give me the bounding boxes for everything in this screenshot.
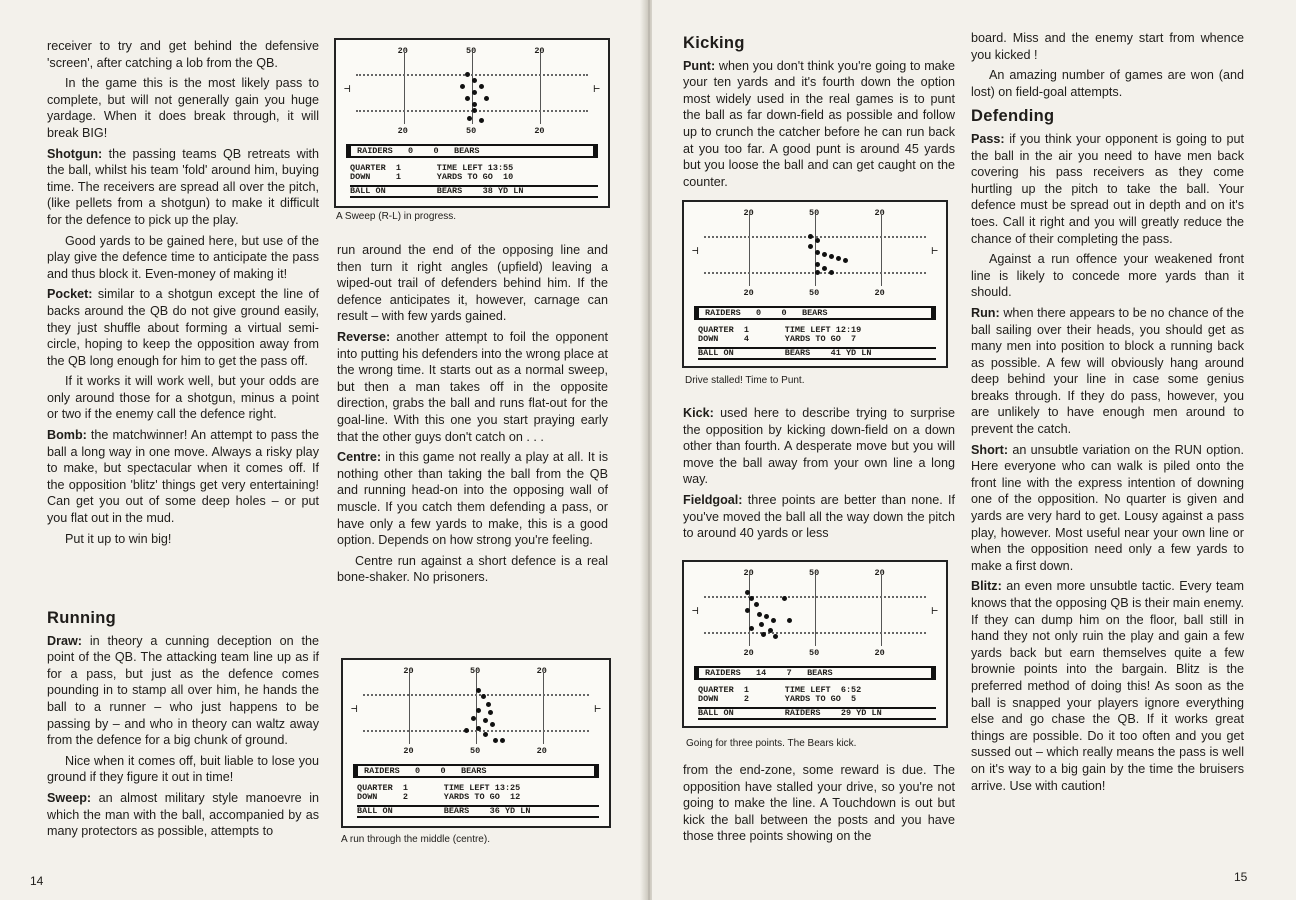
yard-number-bottom: 20 [534,126,545,136]
term-label: Punt: [683,58,716,73]
paragraph-text: Against a run offence your weakened front line is likely to concede more yards than it should. [971,252,1244,300]
ball-team: BEARS [443,806,470,816]
yard-number-bottom: 20 [874,288,885,298]
paragraph-text: the matchwinner! An attempt to pass the ball a long way in one move. Always a risky play to make, but spectacular when it comes off. If the opposition 'blitz' things get very entertaining! Can get you out of some deep holes – or put you flat out in the mud. [47,428,319,526]
player-dot [486,702,491,707]
score-bar [694,306,936,320]
score-home: 0 [415,766,421,776]
caption-sweep: A Sweep (R-L) in progress. [336,211,457,222]
ball-yard-line: 38 YD LN [482,186,524,196]
yard-number-top: 20 [743,568,754,578]
yard-line [881,574,882,646]
ball-on-line [357,805,599,818]
paragraph [683,58,955,191]
field [698,568,932,660]
yard-line [404,52,405,124]
ball-on-label: BALL ON [698,348,734,358]
time-left: TIME LEFT 12:19 [784,325,862,335]
player-dot [476,708,481,713]
paragraph-text: Nice when it comes off, buit liable to lose you ground if they figure it out in time! [47,753,319,785]
score-away: 0 [781,308,787,318]
paragraph [337,329,608,445]
term-label: Draw: [47,633,82,648]
paragraph [683,405,955,488]
paragraph-text: Good yards to be gained here, but use of the play give the defence time to anticipate the pass and thus block it. Even-money of making it! [47,233,319,281]
player-dot [490,722,495,727]
paragraph [47,146,319,229]
player-dot [808,234,813,239]
right-column-1-kicking [683,33,955,194]
yard-number-top: 20 [397,46,408,56]
down-label: DOWN 2 [357,792,409,802]
player-dot [472,90,477,95]
sideline-marker-left: ⊣ [692,246,699,258]
down-label: DOWN 1 [350,172,402,182]
ball-yard-line: 36 YD LN [489,806,531,816]
player-dot [757,612,762,617]
kicking-heading: Kicking [683,34,745,52]
player-dot [464,728,469,733]
paragraph-text: if you think your opponent is going to put the ball in the air you need to have men back covering his pass receivers as they come hurtling up the pitch to take the ball. Your defence must be spread out in depth and on it's toes. Call it right and you will greatly reduce the chance of their completing the pass. [971,131,1244,246]
player-dot [500,738,505,743]
yard-line [881,214,882,286]
sideline-marker-left: ⊣ [692,606,699,618]
sideline-marker-left: ⊣ [344,84,351,96]
yard-number-bottom: 50 [470,746,481,756]
player-dot [771,618,776,623]
ball-team: RAIDERS [784,708,821,718]
player-dot [476,726,481,731]
paragraph [47,633,319,749]
paragraph-text: an almost military style manoevre in which the man with the ball, accompanied by as many protectors as possible, attempts to [47,790,319,839]
paragraph [337,553,608,586]
paragraph-text: board. Miss and the enemy start from whence you kicked ! [971,31,1244,62]
screenshot-fieldgoal [682,560,948,728]
yard-number-top: 20 [874,568,885,578]
ball-on-label: BALL ON [350,186,386,196]
field [698,208,932,300]
term-label: Shotgun: [47,146,103,161]
player-dot [460,84,465,89]
yard-number-top: 20 [403,666,414,676]
page-number-14: 14 [30,874,44,888]
running-heading: Running [47,609,116,627]
paragraph-text: An amazing number of games are won (and lost) on field-goal attempts. [971,68,1244,99]
player-dot [479,84,484,89]
paragraph-text: If it works it will work well, but your odds are only around those for a shotgun, minus a point or two if the enemy call the defence right. [47,374,319,422]
term-label: Kick: [683,406,714,420]
player-dot [829,270,834,275]
player-dot [829,254,834,259]
yard-line [815,574,816,646]
player-dot [815,270,820,275]
quarter-label: QUARTER 1 [357,783,409,793]
ball-on-line [350,185,598,198]
player-dot [782,596,787,601]
ball-on-line [698,707,936,720]
status-line-2 [357,793,599,802]
team-away: BEARS [453,146,480,156]
paragraph-text: an unsubtle variation on the RUN option. Here everyone who can walk is piled onto the front line with the express intention of downing one of the opposition. No quarter is given and yards are very hard to get. Lousy against a pass play, however. Most useful near your own line or when the opposition need only a few yards to make a first down. [971,442,1244,573]
paragraph [47,427,319,527]
paragraph-text: used here to describe trying to surprise the opposition by kicking down-field on a down other than fourth. A desperate move but you will move the ball away from your own line a long way. [683,406,955,487]
sideline-marker-right: ⊢ [593,84,600,96]
player-dot [488,710,493,715]
yard-number-top: 20 [743,208,754,218]
paragraph-text: similar to a shotgun except the line of backs around the QB do not give ground easily, they just shuffle about forming a virtual semi-circle, hoping to keep the opposition away from the QB long enough for him to get the pass off. [47,287,319,368]
player-dot [483,718,488,723]
yard-line [540,52,541,124]
quarter-label: QUARTER 1 [698,325,750,335]
hash-marks-bottom [704,632,926,634]
score-home: 0 [408,146,414,156]
player-dot [476,688,481,693]
yard-number-bottom: 50 [466,126,477,136]
down-label: DOWN 2 [698,694,750,704]
score-home: 14 [756,668,767,678]
status-line-2 [698,695,936,704]
paragraph-text: from the end-zone, some reward is due. The opposition have stalled your drive, so you're not going to make the line. A Touchdown is out but kick the ball between the posts and you have those three points showing on the [683,763,955,844]
yard-number-bottom: 20 [403,746,414,756]
paragraph-text: another attempt to foil the opponent into putting his defenders into the wrong place at the wrong time. It starts out as a normal sweep, but then a man takes off in the opposite direction, grabs the ball and runs flat-out for the goal-line. With this one you start praying early that the other guys don't catch on . . . [337,329,608,444]
screenshot-punt [682,200,948,368]
yard-number-top: 20 [534,46,545,56]
paragraph-text: an even more unsubtle tactic. Every team knows that the opposing QB is their main enemy. If they can dump him on the floor, ball still in hand they not only ruin the play and gain a few yards back but earn themselves quite a few brownie points into the bargain. Blitz is the preferred method of doing this! As soon as the ball is snapped your players ignore everything else and go chase the QB. If it works great things are possible. Do it too often and you get sussed out – which really means the pass is well on it's way to a big gain by the time the bruisers arrive. Use with caution! [971,579,1244,793]
paragraph-text: Centre run against a short defence is a real bone-shaker. No prisoners. [337,553,608,585]
yards-to-go: YARDS TO GO 12 [443,792,521,802]
player-dot [465,72,470,77]
ball-on-line [698,347,936,360]
ball-yard-line: 29 YD LN [840,708,882,718]
player-dot [759,622,764,627]
player-dot [836,256,841,261]
player-dot [815,262,820,267]
player-dot [787,618,792,623]
defending-heading: Defending [971,107,1055,126]
player-dot [484,96,489,101]
yard-number-top: 50 [809,568,820,578]
caption-punt: Drive stalled! Time to Punt. [685,375,805,386]
left-column-1-running [47,602,319,844]
ball-on-label: BALL ON [698,708,734,718]
player-dot [764,614,769,619]
paragraph-text: run around the end of the opposing line and then turn it right angles (upfield) leaving a wiped-out trail of defenders behind him. If the defence anticipates it, however, carnage can result – with few yards gained. [337,243,608,324]
left-column-2 [337,242,608,590]
paragraph-text: three points are better than none. If you've moved the ball all the way down the pitch to around 40 yards or less [683,492,955,541]
paragraph-text: In the game this is the most likely pass to complete, but will not generally gain you huge yardage. When it does break through, it will break BIG! [47,76,319,140]
sideline-marker-right: ⊢ [931,246,938,258]
yard-number-bottom: 20 [874,648,885,658]
page-15 [652,0,1296,900]
paragraph [47,373,319,423]
page-number-15: 15 [1234,870,1248,884]
time-left: TIME LEFT 13:55 [436,163,514,173]
score-bar [353,764,599,778]
player-dot [749,596,754,601]
paragraph [971,131,1244,247]
player-dot [808,244,813,249]
player-dot [773,634,778,639]
player-dot [754,602,759,607]
player-dot [483,732,488,737]
time-left: TIME LEFT 6:52 [784,685,862,695]
term-label: Blitz: [971,579,1002,594]
term-label: Bomb: [47,428,87,443]
right-column-2 [971,30,1244,798]
paragraph-text: when there appears to be no chance of the ball sailing over their heads, you should get as many men into position to block a running back as possible. A few will obviously hang around deep behind your line in case some genius breaks through. If they do pass, however, you are unlikely to have enough men around to prevent the catch. [971,305,1244,437]
score-away: 0 [440,766,446,776]
team-home: RAIDERS [357,146,393,156]
paragraph [47,790,319,840]
score-away: 0 [433,146,439,156]
score-away: 7 [786,668,792,678]
score-bar [346,144,598,158]
ball-yard-line: 41 YD LN [830,348,872,358]
quarter-label: QUARTER 1 [698,685,750,695]
paragraph [337,449,608,549]
paragraph [971,251,1244,301]
hash-marks-top [704,596,926,598]
ball-on-label: BALL ON [357,806,393,816]
yard-line [472,52,473,124]
yard-number-top: 50 [809,208,820,218]
player-dot [481,694,486,699]
term-label: Centre: [337,450,382,465]
yard-line [749,214,750,286]
paragraph [47,75,319,141]
yard-number-bottom: 20 [743,648,754,658]
sideline-marker-left: ⊣ [351,704,358,716]
yard-number-top: 20 [536,666,547,676]
down-label: DOWN 4 [698,334,750,344]
player-dot [815,238,820,243]
player-dot [843,258,848,263]
player-dot [749,626,754,631]
player-dot [761,632,766,637]
screenshot-centre [341,658,611,828]
player-dot [815,250,820,255]
yard-number-bottom: 50 [809,288,820,298]
player-dot [745,590,750,595]
paragraph [47,286,319,369]
yard-number-bottom: 20 [397,126,408,136]
hash-marks-top [356,74,588,76]
yards-to-go: YARDS TO GO 10 [436,172,514,182]
team-home: RAIDERS [705,668,741,678]
yard-line [543,672,544,744]
player-dot [465,96,470,101]
term-label: Short: [971,442,1009,457]
team-away: BEARS [460,766,487,776]
paragraph [683,492,955,542]
yard-number-bottom: 20 [536,746,547,756]
paragraph-text: receiver to try and get behind the defensive 'screen', after catching a lob from the QB. [47,39,319,70]
caption-centre: A run through the middle (centre). [341,834,490,845]
sideline-marker-right: ⊢ [931,606,938,618]
ball-team: BEARS [784,348,811,358]
player-dot [822,252,827,257]
page-14 [0,0,646,900]
ball-team: BEARS [436,186,463,196]
yards-to-go: YARDS TO GO 7 [784,334,857,344]
hash-marks-top [363,694,589,696]
status-line-2 [350,173,598,182]
team-away: BEARS [807,668,833,678]
right-column-1-kick [683,405,955,546]
paragraph-text: in this game not really a play at all. It is nothing other than taking the ball from the QB and running head-on into the opposing wall of muscle. If you catch them defending a pass, or have only a few yards to make, this is a good option. Depends on how strong you're feeling. [337,450,608,548]
paragraph [47,38,319,71]
term-label: Run: [971,305,1000,320]
field [357,666,595,758]
score-home: 0 [756,308,762,318]
player-dot [493,738,498,743]
player-dot [479,118,484,123]
paragraph-text: the passing teams QB retreats with the ball, whilst his team 'fold' around him, buying time. The receivers are spread all over the pitch, (like pellets from a shotgun) to make it difficult for the defence to pick up the play. [47,146,319,227]
yard-number-top: 50 [470,666,481,676]
score-bar [694,666,936,680]
paragraph [971,578,1244,794]
paragraph [337,242,608,325]
yard-number-top: 50 [466,46,477,56]
team-home: RAIDERS [705,308,741,318]
paragraph [683,762,955,845]
status-line-2 [698,335,936,344]
right-column-1-end [683,762,955,849]
yard-line [409,672,410,744]
paragraph [47,233,319,283]
paragraph-text: in theory a cunning deception on the point of the QB. The attacking team line up as if for a pass, but just as the defence comes pounding in to stamp all over him, he hands the ball to a runner – who just happens to be passing by – and who in theory can waltz away from the defence for a big chunk of ground. [47,633,319,748]
paragraph-text: when you don't think you're going to make your ten yards and it's fourth down the option most widely used in the real games is to punt the ball as far down-field as possible and follow up to crunch the catcher before he can run back at you too far. A good punt is around 45 yards but you loose the ball and can get caught on the counter. [683,58,955,189]
player-dot [822,266,827,271]
paragraph [971,305,1244,438]
term-label: Sweep: [47,790,92,805]
sideline-marker-right: ⊢ [594,704,601,716]
quarter-label: QUARTER 1 [350,163,402,173]
paragraph [971,442,1244,575]
team-away: BEARS [801,308,828,318]
team-home: RAIDERS [364,766,400,776]
field [350,46,594,138]
player-dot [745,608,750,613]
caption-fieldgoal: Going for three points. The Bears kick. [686,738,857,749]
term-label: Fieldgoal: [683,492,743,507]
time-left: TIME LEFT 13:25 [443,783,521,793]
term-label: Pocket: [47,287,93,302]
paragraph [971,30,1244,63]
left-column-1 [47,38,319,551]
yard-number-bottom: 20 [743,288,754,298]
screenshot-sweep [334,38,610,208]
yard-number-bottom: 50 [809,648,820,658]
player-dot [472,102,477,107]
paragraph-text: Put it up to win big! [65,531,172,546]
paragraph [47,753,319,786]
player-dot [472,78,477,83]
paragraph [971,67,1244,100]
player-dot [472,108,477,113]
paragraph [47,531,319,548]
term-label: Pass: [971,131,1005,146]
yard-number-top: 20 [874,208,885,218]
yards-to-go: YARDS TO GO 5 [784,694,857,704]
term-label: Reverse: [337,329,391,344]
